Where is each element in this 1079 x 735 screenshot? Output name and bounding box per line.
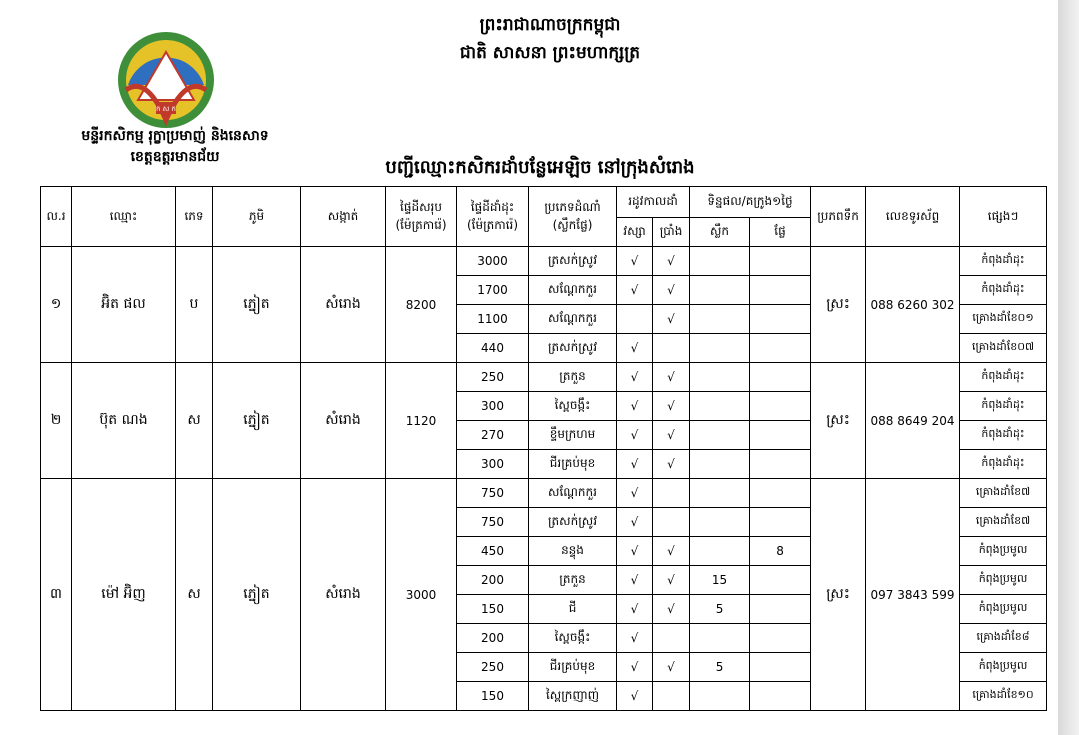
farmer-water-source: ស្រះ: [811, 479, 866, 711]
farmer-total-land: 1120: [386, 363, 457, 479]
season-dry-mark: [653, 334, 690, 363]
header-phone: លេខទូរស័ព្ទ: [866, 187, 960, 247]
crop-area: 200: [457, 624, 529, 653]
season-rainy-mark: √: [617, 247, 653, 276]
season-rainy-mark: √: [617, 653, 653, 682]
yield-leaf: [690, 450, 750, 479]
farmer-name: ម៉ៅ អ៊ិញ: [72, 479, 176, 711]
farmer-commune: សំរោង: [301, 363, 386, 479]
crop-note: គ្រោងដាំខែ០១: [960, 305, 1047, 334]
table-row: [41, 479, 1047, 508]
yield-fruit: [750, 595, 811, 624]
season-rainy-mark: √: [617, 276, 653, 305]
header-planted-land-line2: (ម៉ែត្រការ៉េ): [466, 217, 519, 232]
crop-area: 250: [457, 363, 529, 392]
crop-area: 440: [457, 334, 529, 363]
yield-leaf: [690, 305, 750, 334]
ministry-logo: [116, 30, 216, 130]
crop-area: 200: [457, 566, 529, 595]
crop-area: 150: [457, 682, 529, 711]
crop-type: ត្រសក់ស្រូវ: [529, 508, 617, 537]
header-other: ផ្សេងៗ: [960, 187, 1047, 247]
season-dry-mark: [653, 624, 690, 653]
crop-type: ស្ពៃចង្កឹះ: [529, 392, 617, 421]
season-dry-mark: [653, 682, 690, 711]
yield-leaf: 5: [690, 595, 750, 624]
yield-fruit: [750, 479, 811, 508]
header-planted-land-line1: ផ្ទៃដីដាំដុះ: [470, 199, 515, 214]
farmer-name: អ៊ិត ផល: [72, 247, 176, 363]
season-dry-mark: √: [653, 305, 690, 334]
crop-note: គ្រោងដាំខែ០៧: [960, 334, 1047, 363]
yield-fruit: [750, 305, 811, 334]
farmer-total-land: 3000: [386, 479, 457, 711]
header-village: ភូមិ: [213, 187, 301, 247]
crop-note: គ្រោងដាំខែ៧: [960, 479, 1047, 508]
season-rainy-mark: √: [617, 392, 653, 421]
season-dry-mark: √: [653, 566, 690, 595]
crop-area: 250: [457, 653, 529, 682]
yield-fruit: [750, 624, 811, 653]
yield-leaf: [690, 247, 750, 276]
farmer-village: ភ្នៀត: [213, 479, 301, 711]
yield-leaf: [690, 508, 750, 537]
crop-note: កំពុងដាំដុះ: [960, 276, 1047, 305]
season-rainy-mark: √: [617, 508, 653, 537]
ministry-name: មន្ទីរកសិកម្ម រុក្ខាប្រមាញ់ និងនេសាទ: [81, 128, 269, 144]
crop-area: 750: [457, 508, 529, 537]
season-dry-mark: √: [653, 363, 690, 392]
crop-area: 450: [457, 537, 529, 566]
table-body: [41, 247, 1047, 711]
crop-type: ត្រកួន: [529, 363, 617, 392]
header-crop-type-line2: (ស្លឹកផ្លែ): [552, 217, 593, 232]
season-rainy-mark: √: [617, 537, 653, 566]
yield-leaf: [690, 421, 750, 450]
crop-note: គ្រោងដាំខែ៨: [960, 624, 1047, 653]
crop-type: ត្រសក់ស្រូវ: [529, 247, 617, 276]
crop-area: 750: [457, 479, 529, 508]
yield-fruit: 8: [750, 537, 811, 566]
header-no: ល.រ: [41, 187, 72, 247]
yield-fruit: [750, 421, 811, 450]
crop-type: សណ្ដែកកួរ: [529, 276, 617, 305]
season-rainy-mark: √: [617, 595, 653, 624]
farmer-phone: 088 8649 204: [866, 363, 960, 479]
season-dry-mark: √: [653, 450, 690, 479]
header-commune: សង្កាត់: [301, 187, 386, 247]
header-yield: ទិន្នផល/គក្រូង១ថ្ងៃ: [690, 187, 811, 218]
farmer-commune: សំរោង: [301, 479, 386, 711]
yield-leaf: 5: [690, 653, 750, 682]
season-rainy-mark: √: [617, 450, 653, 479]
crop-note: កំពុងដាំដុះ: [960, 421, 1047, 450]
crop-type: សណ្ដែកកួរ: [529, 479, 617, 508]
farmer-phone: 088 6260 302: [866, 247, 960, 363]
farmer-commune: សំរោង: [301, 247, 386, 363]
season-rainy-mark: √: [617, 624, 653, 653]
yield-fruit: [750, 682, 811, 711]
yield-leaf: 15: [690, 566, 750, 595]
crop-type: នន្ទុង: [529, 537, 617, 566]
crop-note: កំពុងដាំដុះ: [960, 247, 1047, 276]
season-dry-mark: √: [653, 653, 690, 682]
farmer-sex: ស: [176, 363, 213, 479]
season-rainy-mark: [617, 305, 653, 334]
season-dry-mark: √: [653, 276, 690, 305]
crop-area: 300: [457, 450, 529, 479]
farmer-sex: ស: [176, 479, 213, 711]
header-yield-fruit: ផ្លែ: [750, 218, 811, 247]
yield-leaf: [690, 682, 750, 711]
crop-type: ជី: [529, 595, 617, 624]
crop-type: ត្រកួន: [529, 566, 617, 595]
yield-fruit: [750, 276, 811, 305]
farmer-name: ប៊ុត ណង: [72, 363, 176, 479]
crop-note: កំពុងប្រមូល: [960, 653, 1047, 682]
table-row: [41, 363, 1047, 392]
yield-fruit: [750, 247, 811, 276]
crop-type: ជីរគ្រប់មុខ: [529, 450, 617, 479]
farmer-water-source: ស្រះ: [811, 247, 866, 363]
farmer-total-land: 8200: [386, 247, 457, 363]
farmer-water-source: ស្រះ: [811, 363, 866, 479]
season-dry-mark: √: [653, 247, 690, 276]
yield-leaf: [690, 479, 750, 508]
header-season-rainy: វស្សា: [617, 218, 653, 247]
crop-note: កំពុងប្រមូល: [960, 566, 1047, 595]
logo-text: ក ស ក: [155, 105, 177, 113]
header-total-land-line2: (ម៉ែត្រការ៉េ): [395, 217, 447, 232]
farmer-village: ភ្នៀត: [213, 247, 301, 363]
yield-fruit: [750, 392, 811, 421]
header-yield-leaf: ស្លឹក: [690, 218, 750, 247]
crop-note: គ្រោងដាំខែ៧: [960, 508, 1047, 537]
crop-type: ខ្ទឹមក្រហម: [529, 421, 617, 450]
yield-fruit: [750, 450, 811, 479]
header-water-source: ប្រភពទឹក: [811, 187, 866, 247]
header-planted-land: [457, 187, 529, 247]
yield-fruit: [750, 363, 811, 392]
crop-type: ស្ពៃក្រញាញ់: [529, 682, 617, 711]
crop-note: កំពុងប្រមូល: [960, 595, 1047, 624]
farmer-sex: ប: [176, 247, 213, 363]
crop-note: កំពុងប្រមូល: [960, 537, 1047, 566]
crop-area: 3000: [457, 247, 529, 276]
yield-leaf: [690, 363, 750, 392]
season-rainy-mark: √: [617, 363, 653, 392]
crop-note: គ្រោងដាំខែ១០: [960, 682, 1047, 711]
crop-type: ត្រសក់ស្រូវ: [529, 334, 617, 363]
yield-leaf: [690, 392, 750, 421]
header-sex: ភេទ: [176, 187, 213, 247]
season-dry-mark: √: [653, 392, 690, 421]
crop-area: 1100: [457, 305, 529, 334]
header-total-land: [386, 187, 457, 247]
season-rainy-mark: √: [617, 682, 653, 711]
header-season: រដូវកាលដាំ: [617, 187, 690, 218]
season-rainy-mark: √: [617, 421, 653, 450]
crop-area: 270: [457, 421, 529, 450]
header-total-land-line1: ផ្ទៃដីសរុប: [400, 199, 442, 214]
header-name: ឈ្មោះ: [72, 187, 176, 247]
national-motto-line1: ព្រះរាជាណាចក្រកម្ពុជា: [479, 15, 621, 35]
crop-area: 150: [457, 595, 529, 624]
season-dry-mark: √: [653, 595, 690, 624]
farmer-no: ២: [41, 363, 72, 479]
header-crop-type-line1: ប្រភេទដំណាំ: [544, 199, 601, 214]
crop-note: កំពុងដាំដុះ: [960, 363, 1047, 392]
crop-type: ជីរគ្រប់មុខ: [529, 653, 617, 682]
season-rainy-mark: √: [617, 334, 653, 363]
yield-fruit: [750, 566, 811, 595]
farmer-village: ភ្នៀត: [213, 363, 301, 479]
season-rainy-mark: √: [617, 566, 653, 595]
crop-note: កំពុងដាំដុះ: [960, 392, 1047, 421]
yield-leaf: [690, 334, 750, 363]
crop-type: ស្ពៃចង្កឹះ: [529, 624, 617, 653]
province-name: ខេត្តឧត្តរមានជ័យ: [130, 149, 220, 165]
table-row: [41, 247, 1047, 276]
yield-leaf: [690, 276, 750, 305]
farmer-no: ៣: [41, 479, 72, 711]
farmer-phone: 097 3843 599: [866, 479, 960, 711]
yield-fruit: [750, 653, 811, 682]
season-dry-mark: √: [653, 537, 690, 566]
yield-fruit: [750, 334, 811, 363]
farmer-list-table: [40, 186, 1047, 711]
farmer-no: ១: [41, 247, 72, 363]
yield-leaf: [690, 624, 750, 653]
season-rainy-mark: √: [617, 479, 653, 508]
crop-type: សណ្ដែកកួរ: [529, 305, 617, 334]
crop-note: កំពុងដាំដុះ: [960, 450, 1047, 479]
header-season-dry: ប្រាំង: [653, 218, 690, 247]
header-crop-type: [529, 187, 617, 247]
season-dry-mark: [653, 479, 690, 508]
crop-area: 300: [457, 392, 529, 421]
page-edge-shadow: [1058, 0, 1079, 735]
document-title: បញ្ជីឈ្មោះកសិករដាំបន្លែអេឡិច នៅក្រុងសំរោង: [385, 157, 695, 178]
season-dry-mark: [653, 508, 690, 537]
yield-fruit: [750, 508, 811, 537]
crop-area: 1700: [457, 276, 529, 305]
yield-leaf: [690, 537, 750, 566]
national-motto-line2: ជាតិ សាសនា ព្រះមហាក្សត្រ: [459, 43, 641, 63]
season-dry-mark: √: [653, 421, 690, 450]
